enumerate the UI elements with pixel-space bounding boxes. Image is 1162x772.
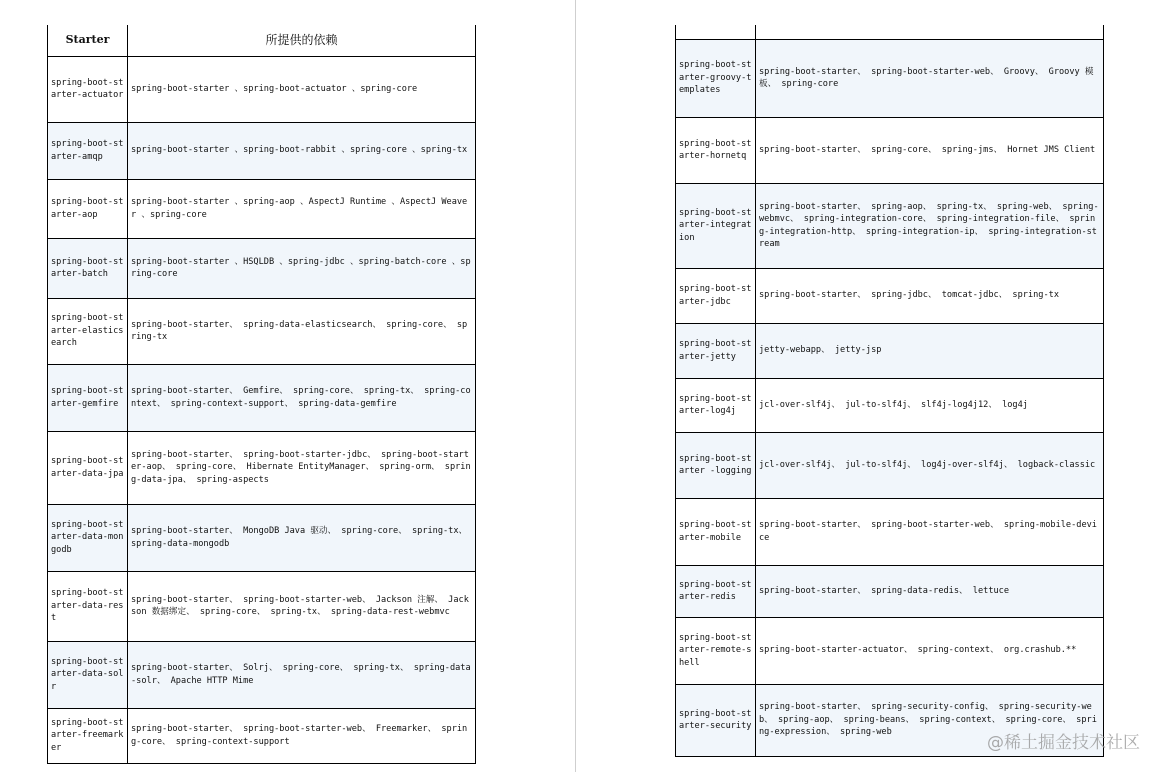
table-header-row: [48, 25, 476, 56]
dependencies-cell: jcl-over-slf4j、 jul-to-slf4j、 log4j-over-slf4j、 logback-classic: [756, 432, 1104, 498]
dependencies-cell: spring-boot-starter、 spring-data-redis、 lettuce: [756, 565, 1104, 617]
dependencies-cell: spring-boot-starter、 spring-boot-starter-web、 Groovy、 Groovy 模板、 spring-core: [756, 39, 1104, 117]
dependencies-cell: spring-boot-starter、 Solrj、 spring-core、 spring-tx、 spring-data-solr、 Apache HTTP Mime: [128, 641, 476, 708]
table-row: [676, 498, 1104, 565]
header-starter: Starter: [48, 25, 128, 56]
table-row: [48, 708, 476, 763]
table-row: [676, 565, 1104, 617]
table-row: [48, 238, 476, 298]
starter-name-cell: spring-boot-starter-groovy-templates: [676, 39, 756, 117]
starter-name-cell: spring-boot-starter-data-mongodb: [48, 504, 128, 571]
table-row: [676, 378, 1104, 432]
starter-name-cell: spring-boot-starter-log4j: [676, 378, 756, 432]
starter-table-right: [675, 25, 1104, 757]
table-row: [676, 268, 1104, 323]
table-row: [676, 39, 1104, 117]
table-row: [48, 571, 476, 641]
table-row: [48, 641, 476, 708]
dependencies-cell: spring-boot-starter 、spring-boot-rabbit 、spring-core 、spring-tx: [128, 122, 476, 179]
header-dependencies: 所提供的依赖: [128, 25, 476, 56]
starter-name-cell: spring-boot-starter-redis: [676, 565, 756, 617]
table-row: [676, 183, 1104, 268]
table-row: [48, 504, 476, 571]
table-row: [676, 323, 1104, 378]
dependencies-cell: spring-boot-starter 、spring-aop 、AspectJ Runtime 、AspectJ Weaver 、spring-core: [128, 179, 476, 238]
dependencies-cell: spring-boot-starter、 spring-data-elasticsearch、 spring-core、 spring-tx: [128, 298, 476, 364]
starter-name-cell: spring-boot-starter-freemarker: [48, 708, 128, 763]
starter-name-cell: spring-boot-starter-remote-shell: [676, 617, 756, 684]
starter-table-left: [47, 25, 476, 764]
starter-name-cell: spring-boot-starter-aop: [48, 179, 128, 238]
dependencies-cell: jcl-over-slf4j、 jul-to-slf4j、 slf4j-log4j12、 log4j: [756, 378, 1104, 432]
watermark-text: @稀土掘金技术社区: [987, 733, 1140, 753]
starter-name-cell: spring-boot-starter-jdbc: [676, 268, 756, 323]
table-row: [48, 298, 476, 364]
dependencies-cell: spring-boot-starter、 spring-boot-starter-web、 spring-mobile-device: [756, 498, 1104, 565]
dependencies-cell: spring-boot-starter、 spring-boot-starter-web、 Freemarker、 spring-core、 spring-context-support: [128, 708, 476, 763]
starter-name-cell: spring-boot-starter-mobile: [676, 498, 756, 565]
starter-name-cell: spring-boot-starter-jetty: [676, 323, 756, 378]
starter-name-cell: spring-boot-starter-data-solr: [48, 641, 128, 708]
dependencies-cell: spring-boot-starter 、HSQLDB 、spring-jdbc 、spring-batch-core 、spring-core: [128, 238, 476, 298]
starter-name-cell: spring-boot-starter-security: [676, 684, 756, 756]
table-row: [48, 364, 476, 431]
table-row: [48, 431, 476, 504]
table-row: [48, 56, 476, 122]
starter-name-cell: spring-boot-starter -logging: [676, 432, 756, 498]
table-row: [676, 117, 1104, 183]
table-row: [48, 122, 476, 179]
dependencies-cell: spring-boot-starter-actuator、 spring-context、 org.crashub.**: [756, 617, 1104, 684]
table-row: [676, 432, 1104, 498]
dependencies-cell: spring-boot-starter 、spring-boot-actuator 、spring-core: [128, 56, 476, 122]
dependencies-cell: jetty-webapp、 jetty-jsp: [756, 323, 1104, 378]
dependencies-cell: spring-boot-starter、 spring-core、 spring-jms、 Hornet JMS Client: [756, 117, 1104, 183]
starter-name-cell: spring-boot-starter-integration: [676, 183, 756, 268]
dependencies-cell: [756, 25, 1104, 39]
starter-name-cell: spring-boot-starter-data-rest: [48, 571, 128, 641]
dependencies-cell: spring-boot-starter、 spring-boot-starter-web、 Jackson 注解、 Jackson 数据绑定、 spring-core、 spring-tx、 spring-data-rest-webmvc: [128, 571, 476, 641]
dependencies-cell: spring-boot-starter、 spring-boot-starter-jdbc、 spring-boot-starter-aop、 spring-core、 Hibernate EntityManager、 spring-orm、 spring-data-jpa、 spring-aspects: [128, 431, 476, 504]
dependencies-cell: spring-boot-starter、 MongoDB Java 驱动、 spring-core、 spring-tx、 spring-data-mongodb: [128, 504, 476, 571]
dependencies-cell: spring-boot-starter、 spring-jdbc、 tomcat-jdbc、 spring-tx: [756, 268, 1104, 323]
starter-name-cell: spring-boot-starter-amqp: [48, 122, 128, 179]
table-row: [676, 617, 1104, 684]
starter-name-cell: spring-boot-starter-actuator: [48, 56, 128, 122]
table-row-continued: [676, 25, 1104, 39]
table-row: [48, 179, 476, 238]
starter-name-cell: spring-boot-starter-elasticsearch: [48, 298, 128, 364]
starter-name-cell: spring-boot-starter-data-jpa: [48, 431, 128, 504]
starter-name-cell: spring-boot-starter-batch: [48, 238, 128, 298]
starter-name-cell: spring-boot-starter-gemfire: [48, 364, 128, 431]
starter-name-cell: [676, 25, 756, 39]
dependencies-cell: spring-boot-starter、 Gemfire、 spring-core、 spring-tx、 spring-context、 spring-context-support、 spring-data-gemfire: [128, 364, 476, 431]
starter-name-cell: spring-boot-starter-hornetq: [676, 117, 756, 183]
dependencies-cell: spring-boot-starter、 spring-security-config、 spring-security-web、 spring-aop、 spring-beans、 spring-context、 spring-core、 spring-expression、 spring-web: [756, 684, 1104, 756]
dependencies-cell: spring-boot-starter、 spring-aop、 spring-tx、 spring-web、 spring-webmvc、 spring-integration-core、 spring-integration-file、 spring-integration-http、 spring-integration-ip、 spring-integration-stream: [756, 183, 1104, 268]
